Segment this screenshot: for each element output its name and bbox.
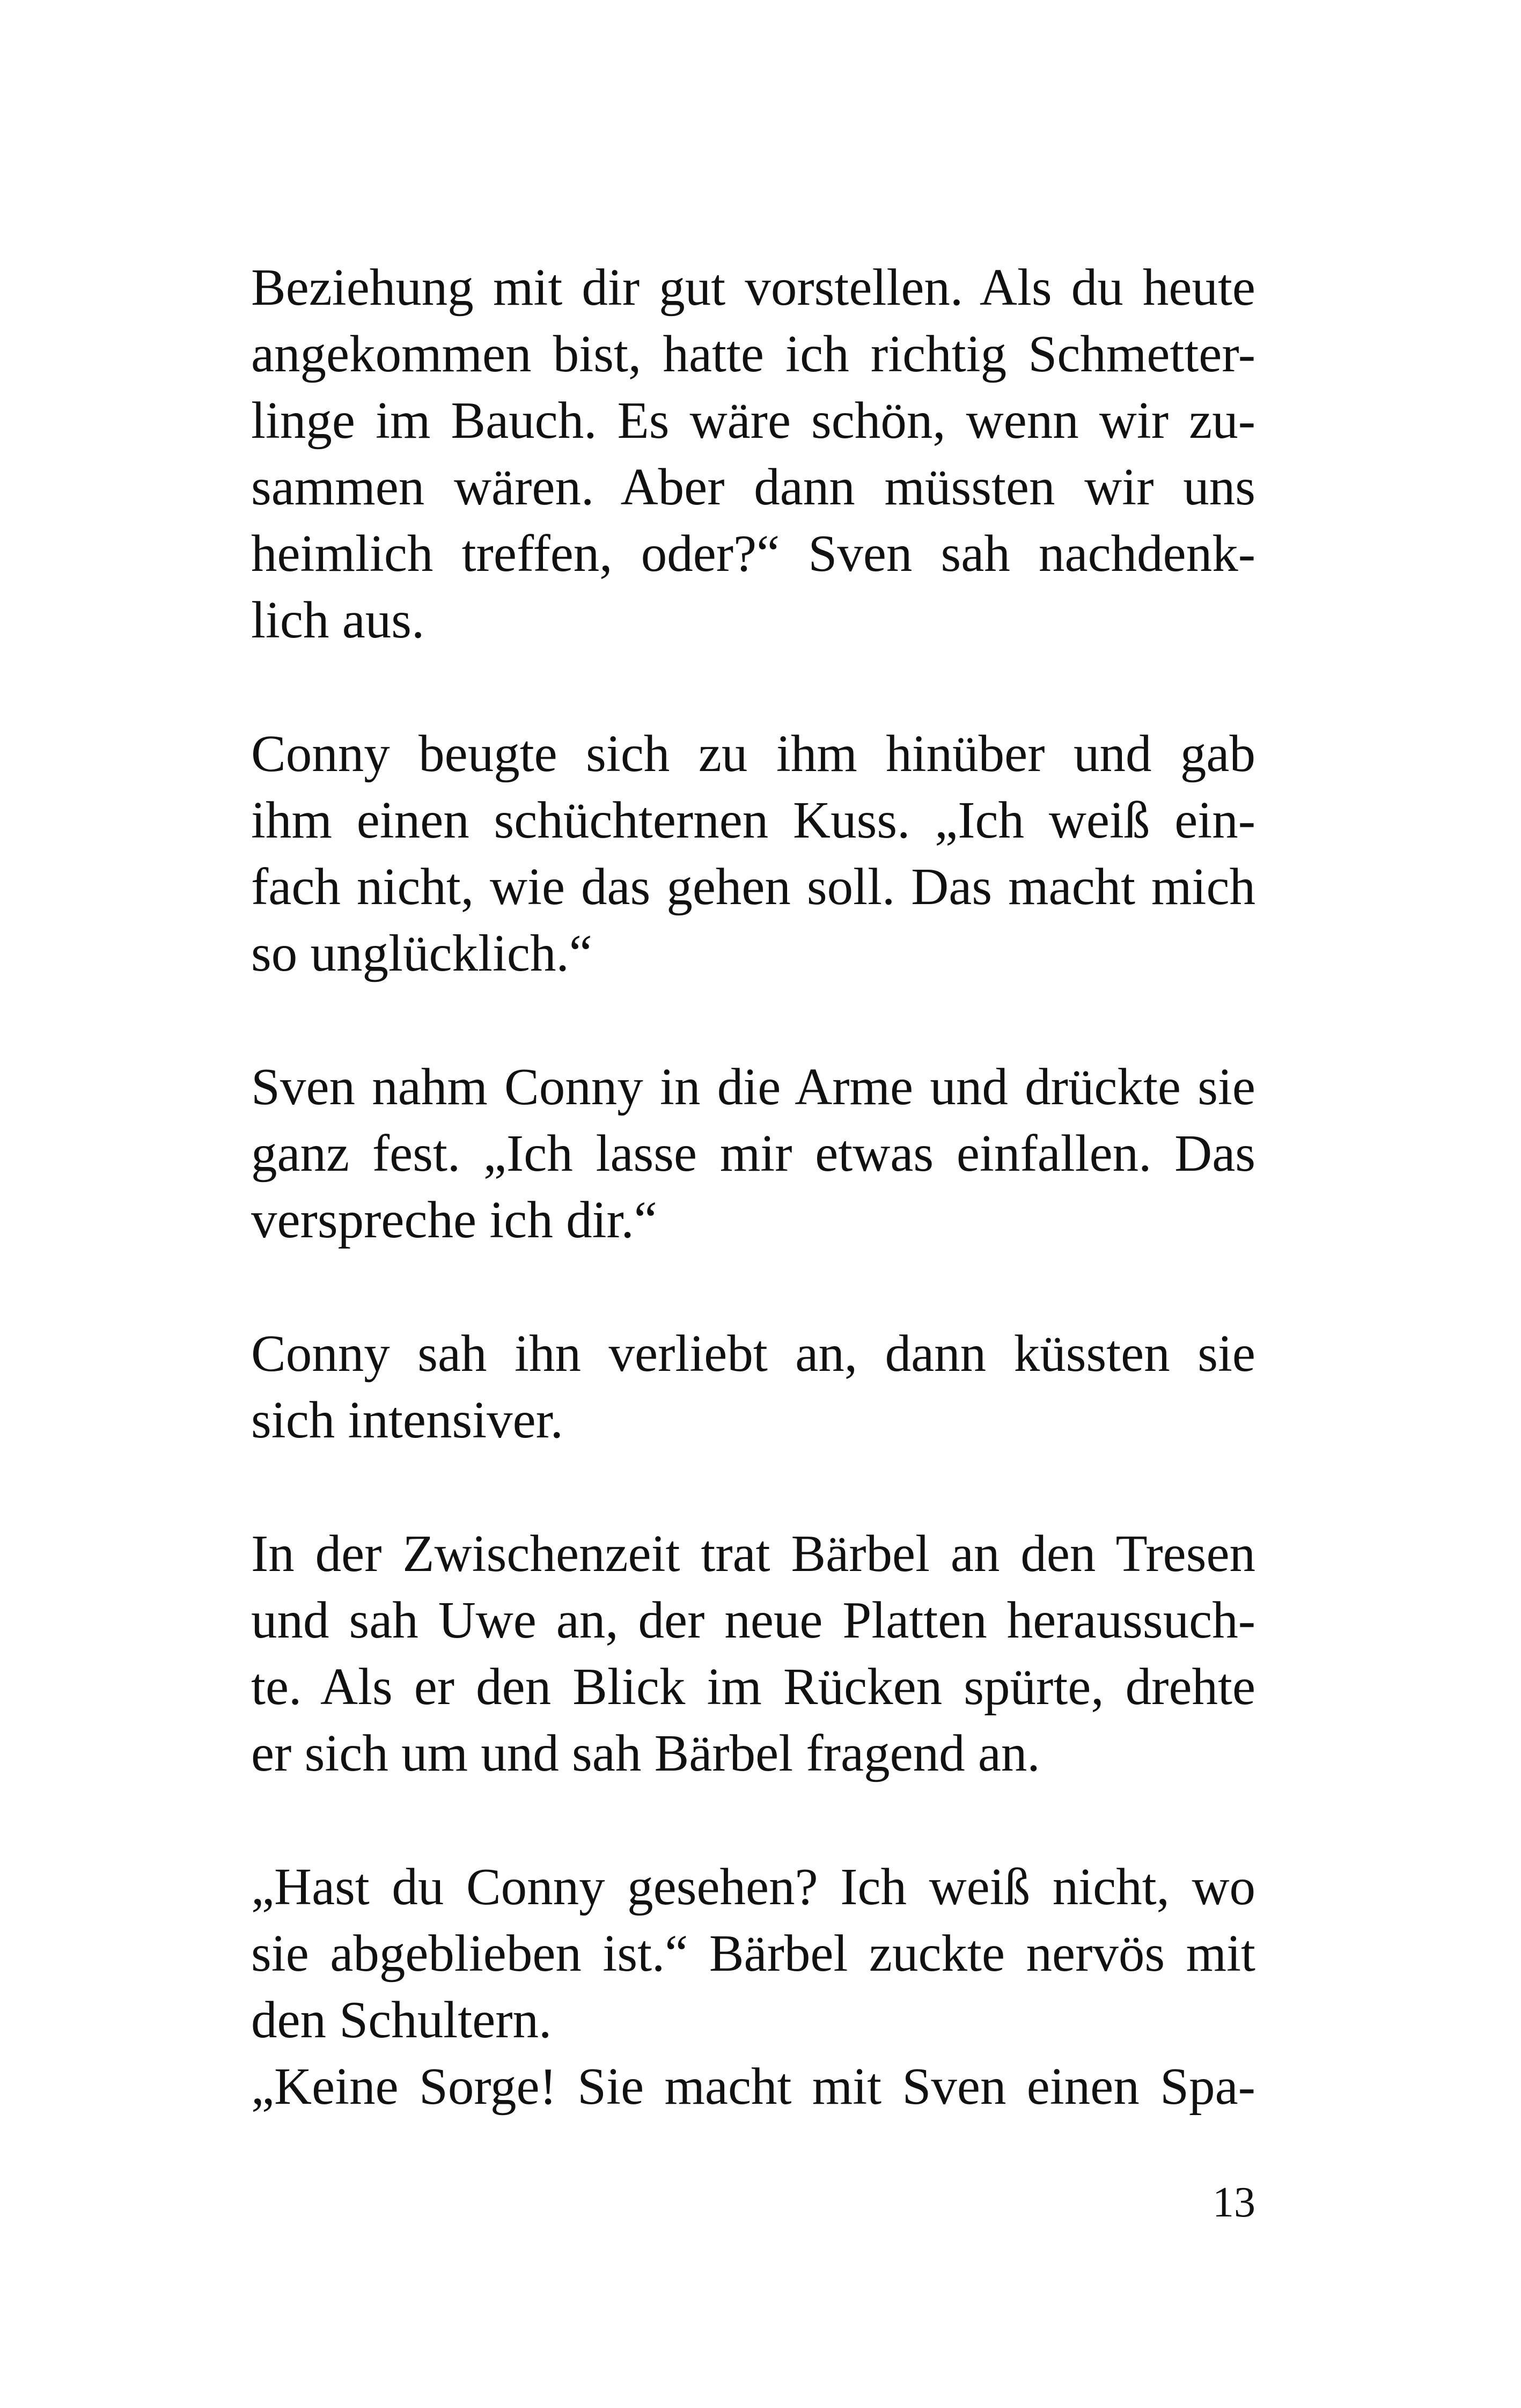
paragraph: [251, 1521, 1255, 1787]
body-text: [251, 254, 1255, 2120]
paragraph-gap: [251, 654, 1255, 721]
text-line: angekommen bist, hatte ich richtig Schmetter-: [251, 325, 1255, 383]
text-line: lich aus.: [251, 591, 425, 649]
paragraph: [251, 254, 1255, 654]
page-number: 13: [1213, 2179, 1255, 2226]
paragraph: [251, 721, 1255, 987]
text-line: linge im Bauch. Es wäre schön, wenn wir zu-: [251, 392, 1255, 449]
text-line: verspreche ich dir.“: [251, 1191, 657, 1249]
text-line: Conny sah ihn verliebt an, dann küssten sie: [251, 1325, 1255, 1382]
text-line: sammen wären. Aber dann müssten wir uns: [251, 458, 1255, 516]
text-line: und sah Uwe an, der neue Platten heraussuch-: [251, 1591, 1255, 1649]
paragraph: [251, 1854, 1255, 2120]
paragraph: [251, 1320, 1255, 1453]
text-line: heimlich treffen, oder?“ Sven sah nachdenk-: [251, 525, 1255, 582]
paragraph-gap: [251, 1253, 1255, 1320]
text-line: sich intensiver.: [251, 1391, 563, 1449]
text-line: fach nicht, wie das gehen soll. Das macht mich: [251, 858, 1255, 915]
text-line: er sich um und sah Bärbel fragend an.: [251, 1724, 1040, 1782]
paragraph-gap: [251, 1787, 1255, 1854]
text-line: Beziehung mit dir gut vorstellen. Als du heute: [251, 259, 1255, 316]
text-line: „Keine Sorge! Sie macht mit Sven einen Spa-: [251, 2058, 1255, 2115]
text-line: so unglücklich.“: [251, 924, 592, 982]
text-line: ihm einen schüchternen Kuss. „Ich weiß ein-: [251, 791, 1255, 849]
text-line: sie abgeblieben ist.“ Bärbel zuckte nervös mit: [251, 1925, 1255, 1982]
text-line: te. Als er den Blick im Rücken spürte, drehte: [251, 1658, 1255, 1715]
text-line: den Schultern.: [251, 1991, 552, 2049]
text-line: ganz fest. „Ich lasse mir etwas einfallen. Das: [251, 1125, 1255, 1182]
text-line: In der Zwischenzeit trat Bärbel an den Tresen: [251, 1525, 1255, 1582]
paragraph: [251, 1054, 1255, 1253]
text-line: „Hast du Conny gesehen? Ich weiß nicht, wo: [251, 1858, 1255, 1915]
paragraph-gap: [251, 1453, 1255, 1521]
text-line: Sven nahm Conny in die Arme und drückte sie: [251, 1058, 1255, 1115]
text-line: Conny beugte sich zu ihm hinüber und gab: [251, 725, 1255, 782]
paragraph-gap: [251, 987, 1255, 1054]
